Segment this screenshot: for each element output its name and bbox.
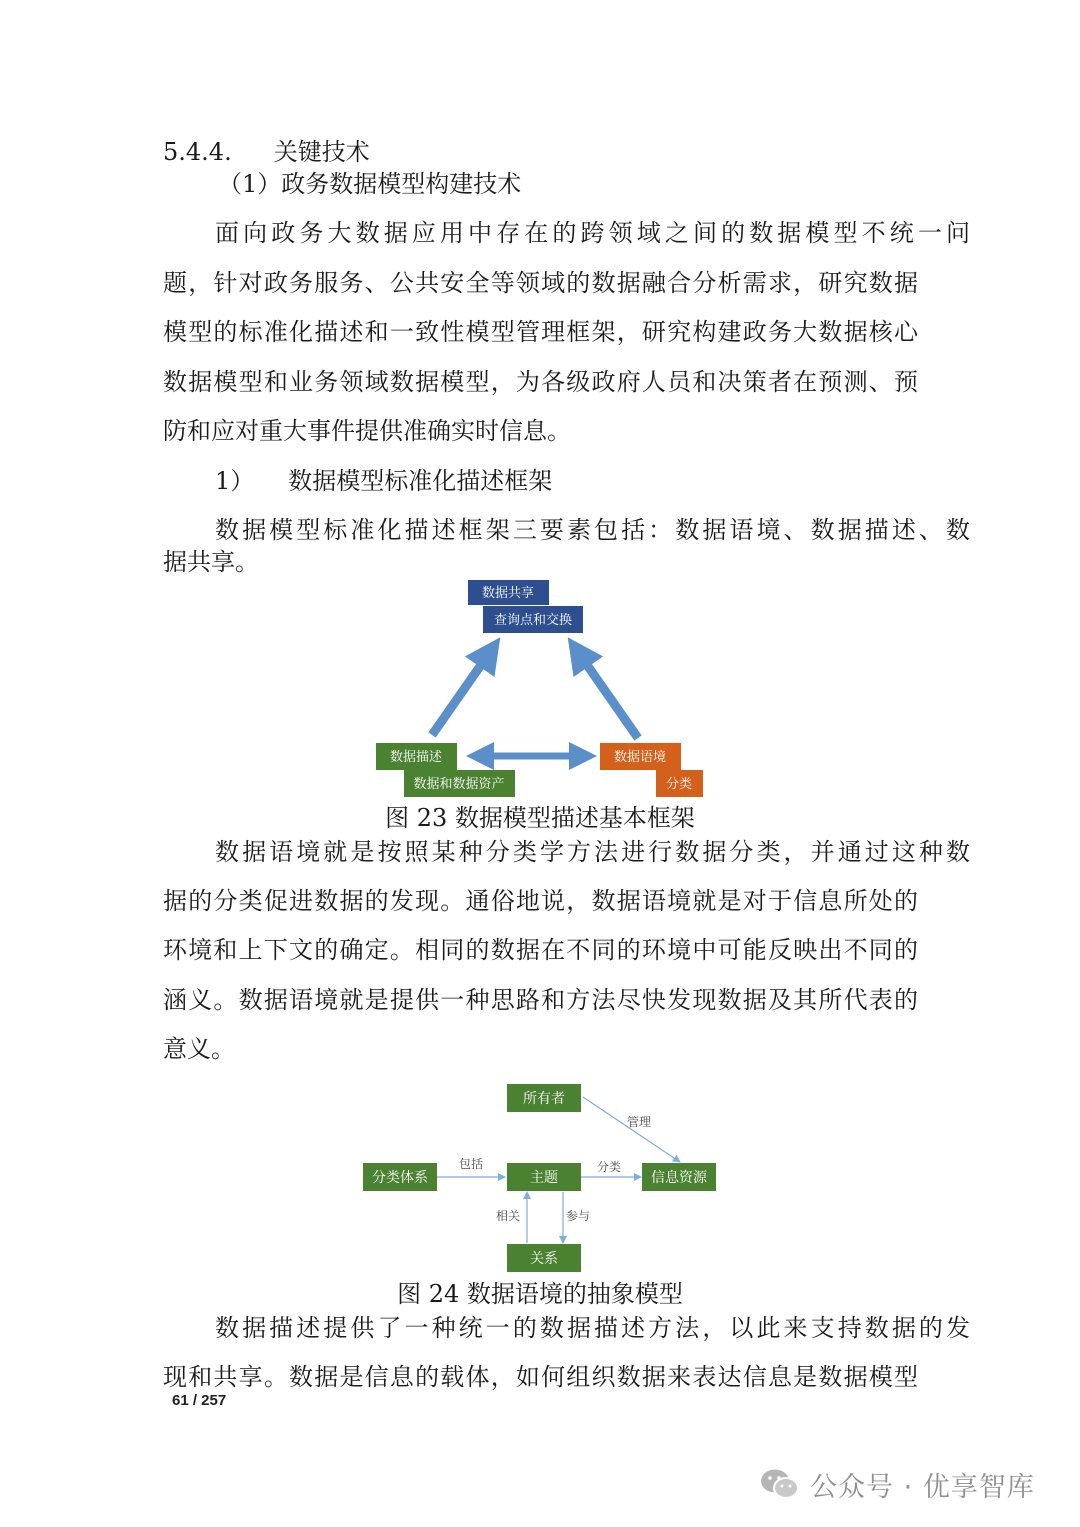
section-number: 5.4.4.	[163, 138, 232, 166]
page-number: 61 / 257	[172, 1392, 227, 1409]
paragraph-line: 数据模型和业务领域数据模型，为各级政府人员和决策者在预测、预	[163, 368, 918, 396]
share-subtitle: 查询点和交换	[493, 613, 573, 628]
describe-box	[376, 743, 457, 770]
paragraph-line: 据的分类促进数据的发现。通俗地说，数据语境就是对于信息所处的	[163, 887, 918, 915]
share-title: 数据共享	[481, 586, 535, 601]
describe-subtitle: 数据和数据资产	[413, 777, 505, 792]
wechat-icon	[760, 1467, 800, 1501]
describe-sub-box	[404, 770, 515, 797]
share-box	[468, 580, 549, 605]
edge-label-include: 包括	[459, 1157, 484, 1171]
paragraph-line: 环境和上下文的确定。相同的数据在不同的环境中可能反映出不同的	[163, 936, 918, 964]
figure-24-caption: 图 24 数据语境的抽象模型	[397, 1280, 683, 1308]
figure-23-caption: 图 23 数据模型描述基本框架	[385, 804, 695, 832]
numbered-heading-number: 1）	[215, 467, 255, 495]
paragraph-line: 防和应对重大事件提供准确实时信息。	[163, 417, 571, 445]
node-resource: 信息资源	[651, 1170, 707, 1186]
arrow-describe-to-share	[432, 652, 490, 735]
arrow-context-to-share	[578, 652, 638, 738]
edge-label-participate: 参与	[566, 1209, 591, 1223]
paragraph-line: 据共享。	[163, 548, 259, 576]
node-owner: 所有者	[523, 1091, 565, 1107]
describe-title: 数据描述	[389, 750, 443, 765]
context-sub-box	[656, 770, 703, 797]
context-box	[600, 743, 681, 770]
paragraph-line: 题，针对政务服务、公共安全等领域的数据融合分析需求，研究数据	[163, 269, 918, 297]
section-title: 关键技术	[273, 138, 370, 166]
edge-label-related: 相关	[496, 1209, 521, 1223]
paragraph-line: 数据描述提供了一种统一的数据描述方法，以此来支持数据的发	[215, 1314, 970, 1342]
paragraph-line: 面向政务大数据应用中存在的跨领域之间的数据模型不统一问	[215, 219, 970, 247]
paragraph-line: 数据模型标准化描述框架三要素包括：数据语境、数据描述、数	[215, 516, 970, 544]
figure-24-diagram	[363, 1084, 716, 1272]
node-taxonomy: 分类体系	[372, 1170, 428, 1186]
paragraph-line: 涵义。数据语境就是提供一种思路和方法尽快发现数据及其所代表的	[163, 986, 918, 1014]
watermark	[760, 1462, 1035, 1506]
arrow-owner-resource	[583, 1097, 680, 1162]
context-subtitle: 分类	[665, 777, 693, 792]
numbered-heading-title: 数据模型标准化描述框架	[288, 467, 553, 495]
subsection-heading: （1）政务数据模型构建技术	[218, 170, 522, 198]
edge-label-classify: 分类	[597, 1160, 622, 1174]
context-title: 数据语境	[613, 750, 667, 765]
paragraph-line: 数据语境就是按照某种分类学方法进行数据分类，并通过这种数	[215, 838, 970, 866]
paragraph-line: 现和共享。数据是信息的载体，如何组织数据来表达信息是数据模型	[163, 1363, 918, 1391]
edge-label-manage: 管理	[627, 1115, 652, 1129]
paragraph-line: 模型的标准化描述和一致性模型管理框架，研究构建政务大数据核心	[163, 318, 918, 346]
paragraph-line: 意义。	[163, 1035, 235, 1063]
share-sub-box	[483, 606, 583, 633]
node-topic: 主题	[530, 1170, 558, 1186]
watermark-text: 公众号 · 优享智库	[810, 1471, 1035, 1503]
node-relation: 关系	[530, 1251, 558, 1267]
